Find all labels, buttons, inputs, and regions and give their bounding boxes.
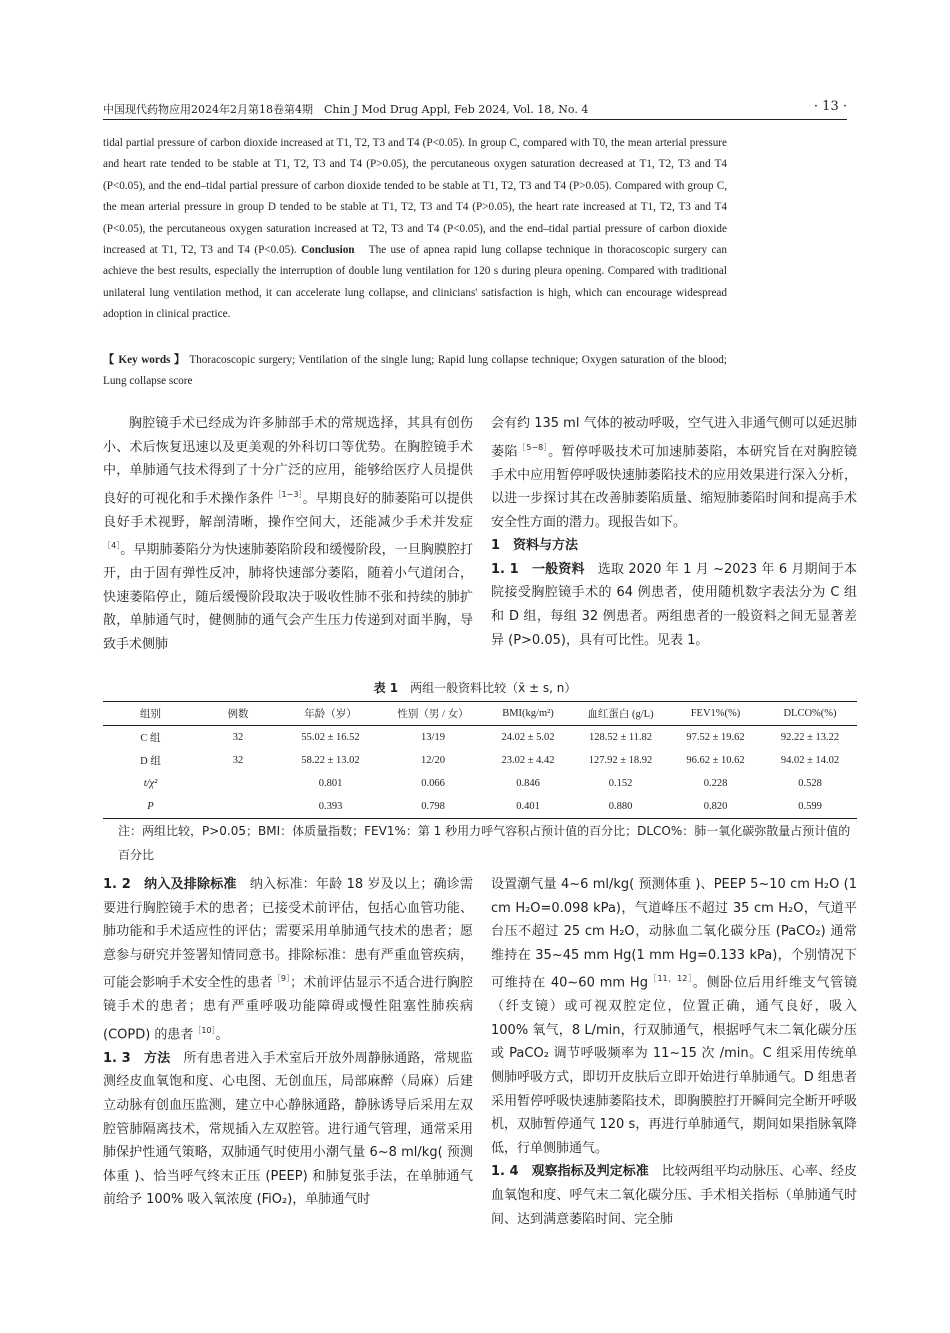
ref-1-3[interactable]: ［1−3］	[273, 489, 303, 499]
table-cell: 0.152	[608, 778, 633, 789]
methods-continuation: 设置潮气量 4~6 ml/kg( 预测体重 )、PEEP 5~10 cm H₂O (1 cm H₂O=0.098 kPa)，气道峰压不超过 35 cm H₂O，气道平台压不超过 25 cm H₂O，动脉血二氧化碳分压 (PaCO₂) 通常维持在 35~45 mm Hg(1 mm Hg=0.133 kPa)，个别情况下可维持在 40~60 mm $Hg^{[11,12]}$。侧卧位后用纤维支气管镜（纤支镜）或可视双腔定位，位置正确，通气良好，吸入 100% 氧气，8 L/min，行双肺通气，根据呼气末二氧化碳分压或 PaCO₂ 调节呼吸频率为 11~15 次 /min。C 组采用传统单侧肺呼吸方式，即切开皮肤后立即开始进行单肺通气。D 组患者采用暂停呼吸快速肺萎陷技术，即胸膜腔打开瞬间完全断开呼吸机，双肺暂停通气 120 s，再进行单肺通气，期间如果指脉氧降低，行单侧肺通气。	[491, 877, 857, 1156]
intro-paragraph: 胸腔镜手术已经成为许多肺部手术的常规选择，其具有创伤小、术后恢复迅速以及更美观的外科切口等优势。在胸腔镜手术中，单肺通气技术得到了十分广泛的应用，能够给医疗人员提供良好的可视化和手术操作条件$^{[1-3]}$。早期良好的肺萎陷可以提供良好手术视野，解剖清晰，操作空间大，还能减少手术并发症$^{[4]}$。早期肺萎陷分为快速肺萎陷阶段和缓慢阶段，一旦胸膜腔打开，由于固有弹性反冲，肺将快速部分萎陷，随着小气道闭合，快速萎陷停止，随后缓慢阶段取决于吸收性肺不张和持续的肺扩散，单肺通气时，健侧肺的通气会产生压力传递到对面半胸，导致手术侧肺	[103, 416, 473, 652]
ref-11-12[interactable]: ［11，12］	[647, 974, 693, 984]
left-column-top	[103, 412, 473, 657]
section-1-2: 1. 2 纳入及排除标准 纳入标准：年龄 18 岁及以上；确诊需要进行胸腔镜手术的患者；已接受术前评估，包括心血管功能、肺功能和手术适应性的评估；需要采用单肺通气技术的患者；愿意参与研究并签署知情同意书。排除标准：患有严重血管疾病，可能会影响手术安全性的患者$^{[9]}$；术前评估显示不适合进行胸腔镜手术的患者；患有严重呼吸功能障碍或慢性阻塞性肺疾病 (COPD) 的患者$^{[10]}$。	[103, 877, 473, 1043]
table-cell	[198, 795, 278, 819]
abstract-results: tidal partial pressure of carbon dioxide increased at T1, T2, T3 and T4 (P<0.05). In group C, compared with T0, the mean arterial pressure and heart rate tended to be stable at T1, T2, T3 and T4 (P>0.05), the percutaneous oxygen saturation decreased at T1, T2, T3 and T4 (P<0.05), and the end–tidal partial pressure of carbon dioxide tended to be stable at T1, T2, T3 and T4 (P>0.05). Compared with group C, the mean arterial pressure in group D tended to be stable at T1, T2, T3 and T4 (P>0.05), the heart rate increased at T1, T2, T3 and T4 (P<0.05), the percutaneous oxygen saturation increased at T2, T3 and T4 (P<0.05), and the end–tidal partial pressure of carbon dioxide increased at T1, T2, T3 and T4 (P<0.05).	[103, 137, 727, 257]
table-cell: 12/20	[421, 755, 445, 766]
conclusion-text: The use of apnea rapid lung collapse technique in thoracoscopic surgery can achieve the best results, especially the interruption of double lung ventilation for 120 s during pleura opening. Compared with traditional unilateral lung ventilation method, it can accelerate lung collapse, and clinicians' satisfaction is high, which can encourage widespread adoption in clinical practice.	[103, 244, 727, 321]
journal-citation: 中国现代药物应用2024年2月第18卷第4期 Chin J Mod Drug Appl, Feb 2024, Vol. 18, No. 4	[103, 103, 589, 116]
col-header: 年龄（岁）	[278, 702, 383, 726]
table-cell: 32	[232, 732, 244, 743]
col-header: 例数	[198, 702, 278, 726]
table-cell: 0.599	[763, 795, 857, 819]
section-1-3-label: 1. 3 方法	[103, 1050, 171, 1066]
table-cell: 0.801	[318, 778, 343, 789]
table-row	[103, 726, 857, 750]
conclusion-label: Conclusion	[301, 244, 355, 257]
section-1-1-label: 1. 1 一般资料	[491, 561, 585, 577]
table-cell: t/χ²	[143, 778, 158, 789]
table-cell: 127.92 ± 18.92	[588, 755, 653, 766]
keywords-text: Thoracoscopic surgery; Ventilation of the single lung; Rapid lung collapse technique; Oxygen saturation of the blood; Lung collapse score	[103, 354, 727, 388]
table-cell: 23.02 ± 4.42	[501, 755, 555, 766]
table-row	[103, 795, 857, 819]
table-cell: P	[103, 795, 198, 819]
table-cell: 0.393	[278, 795, 383, 819]
col-header: 组别	[103, 702, 198, 726]
table-cell: 96.62 ± 10.62	[686, 755, 745, 766]
table-cell: 97.52 ± 19.62	[686, 732, 745, 743]
table-cell	[198, 772, 278, 795]
col-header: FEV1%(%)	[668, 702, 763, 726]
table-row	[103, 749, 857, 772]
table-cell: 58.22 ± 13.02	[301, 755, 360, 766]
table-cell: 32	[232, 755, 244, 766]
table-cell: 92.22 ± 13.22	[780, 732, 840, 743]
table-cell: 0.880	[573, 795, 668, 819]
table-1-note: 注：两组比较，P>0.05；BMI：体质量指数；FEV1%：第 1 秒用力呼气容积占预计值的百分比；DLCO%：肺一氧化碳弥散量占预计值的百分比	[118, 824, 851, 862]
ref-10[interactable]: ［10］	[193, 1025, 216, 1035]
table-cell: 0.228	[703, 778, 728, 789]
table-cell: 0.820	[668, 795, 763, 819]
table-cell: 0.066	[421, 778, 445, 789]
english-abstract	[103, 133, 727, 326]
ref-5-8[interactable]: ［5−8］	[517, 442, 549, 452]
table-row	[103, 772, 857, 795]
table-cell: 55.02 ± 16.52	[301, 732, 360, 743]
ref-4[interactable]: ［4］	[103, 541, 121, 551]
section-1-3: 1. 3 方法 所有患者进入手术室后开放外周静脉通路，常规监测经皮血氧饱和度、心电图、无创血压，局部麻醉（局麻）后建立动脉有创血压监测，建立中心静脉通路，静脉诱导后采用左双腔管肺隔离技术，常规插入左双腔管。进行通气管理，通常采用肺保护性通气策略，双肺通气时使用小潮气量 6~8 ml/kg( 预测体重 )、恰当呼气终末正压 (PEEP) 和肺复张手法，在单肺通气前给予 100% 吸入氧浓度 (FiO₂)，单肺通气时	[103, 1050, 473, 1208]
section-1-4: 1. 4 观察指标及判定标准 比较两组平均动脉压、心率、经皮血氧饱和度、呼气末二氧化碳分压、手术相关指标（单肺通气时间、达到满意萎陷时间、完全肺	[491, 1164, 857, 1227]
col-header: DLCO%(%)	[763, 702, 857, 726]
section-1-heading: 1 资料与方法	[491, 538, 579, 554]
left-column-bottom	[103, 873, 473, 1212]
section-1-4-label: 1. 4 观察指标及判定标准	[491, 1164, 649, 1180]
table-1	[103, 701, 857, 819]
table-cell: 13/19	[421, 732, 445, 743]
table-cell: 128.52 ± 11.82	[588, 732, 653, 743]
table-cell: 94.02 ± 14.02	[780, 755, 840, 766]
table-cell: 24.02 ± 5.02	[501, 732, 555, 743]
table-cell: 0.798	[383, 795, 483, 819]
table-cell: 0.846	[516, 778, 540, 789]
intro-continuation: 会有约 135 ml 气体的被动呼吸，空气进入非通气侧可以延迟肺萎陷$^{[5-8]}$。暂停呼吸技术可加速肺萎陷，本研究旨在对胸腔镜手术中应用暂停呼吸快速肺萎陷技术的应用效果进行深入分析，以进一步探讨其在改善肺萎陷质量、缩短肺萎陷时间和提高手术安全性方面的潜力。现报告如下。	[491, 416, 857, 530]
page-number: · 13 ·	[813, 99, 847, 114]
table-cell: 0.401	[483, 795, 573, 819]
running-header	[103, 99, 847, 120]
table-header-row	[103, 702, 857, 726]
table-1-caption: 表 1 两组一般资料比较（x̄ ± s, n）	[373, 681, 577, 695]
ref-9[interactable]: ［9］	[272, 974, 291, 984]
col-header: BMI(kg/m²)	[483, 702, 573, 726]
right-column-top	[491, 412, 857, 652]
table-cell: C 组	[140, 733, 161, 744]
col-header: 性别（男 / 女）	[383, 702, 483, 726]
table-cell: D 组	[140, 756, 161, 767]
table-cell: 0.528	[798, 778, 822, 789]
keywords	[103, 350, 727, 393]
right-column-bottom	[491, 873, 857, 1231]
section-1-2-label: 1. 2 纳入及排除标准	[103, 877, 237, 892]
col-header: 血红蛋白 (g/L)	[573, 702, 668, 726]
keywords-label: 【 Key words 】	[103, 354, 186, 366]
section-1-1: 1. 1 一般资料 选取 2020 年 1 月 ~2023 年 6 月期间于本院接受胸腔镜手术的 64 例患者，使用随机数字表法分为 C 组和 D 组，每组 32 例患者。两组患者的一般资料之间无显著差异 (P>0.05)，具有可比性。见表 1。	[491, 561, 857, 648]
